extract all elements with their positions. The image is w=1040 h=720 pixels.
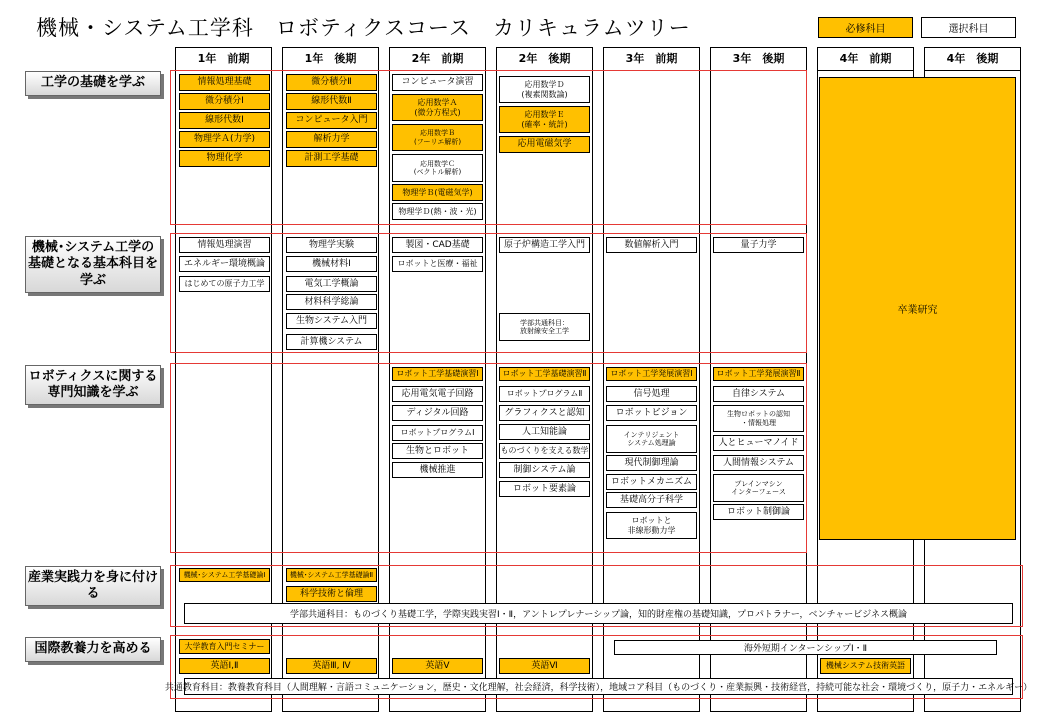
course-box: ロボット制御論 [713,504,804,520]
course-box: ロボット工学発展演習Ⅰ [606,367,697,381]
page-title: 機械・システム工学科 ロボティクスコース カリキュラムツリー [36,16,691,40]
course-box: 機械システム技術英語 [820,658,911,674]
course-box: 物理学Ａ(力学) [179,131,270,148]
course-box: 英語Ⅰ,Ⅱ [179,658,270,674]
course-box: 微分積分Ⅰ [179,93,270,110]
course-box: 信号処理 [606,386,697,402]
category-engineering-basics: 工学の基礎を学ぶ [25,71,161,96]
course-box: 微分積分Ⅱ [286,74,377,91]
category-industrial-practice: 産業実践力を身に付ける [25,566,161,606]
course-box: 応用電磁気学 [499,136,590,153]
course-box: 人間情報システム [713,455,804,471]
course-box: 科学技術と倫理 [286,586,377,602]
course-box: 量子力学 [713,237,804,253]
legend-required-label: 必修科目 [845,24,886,35]
course-box: ロボットメカニズム [606,474,697,490]
course-box: 機械･システム工学基礎論Ⅱ [286,568,377,582]
course-box: 英語Ⅴ [392,658,483,674]
common-subjects-general: 共通教育科目：教養教育科目（人間理解・言語コミュニケーション，歴史・文化理解，社会経済，科学技術），地域コア科目（ものづくり・産業振興・技術経営，持続可能な社会・環境づくり，原子力・エネルギー） [184,678,1013,695]
course-box: ロボットと 非線形動力学 [606,512,697,539]
course-box: コンピュータ入門 [286,112,377,129]
course-box: 機械･システム工学基礎論Ⅰ [179,568,270,582]
course-box: 原子炉構造工学入門 [499,237,590,253]
course-box: ロボットプログラムⅠ [392,425,483,441]
thesis-block [819,77,1016,540]
course-box: 制御システム論 [499,462,590,478]
course-box: ロボット工学基礎演習Ⅱ [499,367,590,381]
course-box: 物理学Ｄ(熱・波・光) [392,203,483,220]
course-box: 応用数学Ｂ (フーリエ解析) [392,124,483,151]
course-box: 応用電気電子回路 [392,386,483,402]
course-box: 応用数学Ｃ (ベクトル解析) [392,154,483,182]
course-box: インテリジェント システム処理論 [606,425,697,453]
course-box: 数値解析入門 [606,237,697,253]
course-box: 基礎高分子科学 [606,492,697,508]
legend-elective-label: 選択科目 [948,24,989,35]
course-box: 線形代数Ⅰ [179,112,270,129]
course-box: ロボットと医療・福祉 [392,256,483,272]
course-box: ロボットビジョン [606,405,697,421]
legend-required [818,17,913,38]
course-box: ディジタル回路 [392,405,483,421]
column-header: 3年 前期 [604,48,699,71]
course-box: 英語Ⅵ [499,658,590,674]
region-outline-robotics [170,363,807,553]
course-box: 自律システム [713,386,804,402]
course-box: ロボットプログラムⅡ [499,386,590,402]
column-header: 1年 後期 [283,48,378,71]
column-header: 1年 前期 [176,48,271,71]
column-header: 2年 前期 [390,48,485,71]
course-box: 計測工学基礎 [286,150,377,167]
course-box: ロボット工学基礎演習Ⅰ [392,367,483,381]
course-box: 応用数学Ａ (微分方程式) [392,94,483,121]
common-subjects-practice: 学部共通科目：ものづくり基礎工学，学際実践実習Ⅰ・Ⅱ，アントレプレナーシップ論，知的財産権の基礎知識，プロパトラナー，ベンチャービジネス概論 [184,603,1013,624]
course-box: 生物システム入門 [286,313,377,329]
category-robotics-knowledge: ロボティクスに関する専門知識を学ぶ [25,365,161,405]
category-international-literacy: 国際教養力を高める [25,637,161,662]
course-box: 情報処理演習 [179,237,270,253]
thesis-label: 卒業研究 [897,305,938,316]
course-box: 製図・CAD基礎 [392,237,483,253]
course-box: 解析力学 [286,131,377,148]
column-header: 4年 後期 [925,48,1020,71]
course-box: 大学教育入門セミナー [179,639,270,654]
course-box: 物理化学 [179,150,270,167]
course-box: ブレインマシン インターフェース [713,474,804,502]
column-header: 2年 後期 [497,48,592,71]
legend-elective [921,17,1016,38]
course-box: 材料科学総論 [286,294,377,310]
course-box: 物理学実験 [286,237,377,253]
course-box: 生物ロボットの認知 ・情報処理 [713,405,804,432]
course-box: 人とヒューマノイド [713,435,804,451]
course-box: グラフィクスと認知 [499,405,590,421]
course-box: 応用数学Ｅ (確率・統計) [499,106,590,133]
course-box: ものづくりを支える数学 [499,443,590,459]
course-box: ロボット要素論 [499,481,590,497]
course-box: 物理学Ｂ(電磁気学) [392,184,483,201]
course-box: 機械推進 [392,462,483,478]
course-box: 英語Ⅲ, Ⅳ [286,658,377,674]
course-box: ロボット工学発展演習Ⅱ [713,367,804,381]
course-box: 情報処理基礎 [179,74,270,91]
course-box: 計算機システム [286,334,377,350]
course-box: エネルギー環境概論 [179,256,270,272]
course-box: はじめての原子力工学 [179,276,270,292]
course-box: 応用数学Ｄ (複素関数論) [499,76,590,103]
course-box: 学部共通科目： 放射線安全工学 [499,313,590,341]
category-fundamental-subjects: 機械･システム工学の基礎となる基本科目を学ぶ [25,236,161,293]
course-box: 線形代数Ⅱ [286,93,377,110]
internship-course: 海外短期インターンシップⅠ・Ⅱ [614,640,997,655]
course-box: 生物とロボット [392,443,483,459]
course-box: 機械材料Ⅰ [286,256,377,272]
course-box: 現代制御理論 [606,455,697,471]
column-header: 4年 前期 [818,48,913,71]
course-box: コンピュータ演習 [392,74,483,91]
course-box: 人工知能論 [499,424,590,440]
course-box: 電気工学概論 [286,276,377,292]
column-header: 3年 後期 [711,48,806,71]
